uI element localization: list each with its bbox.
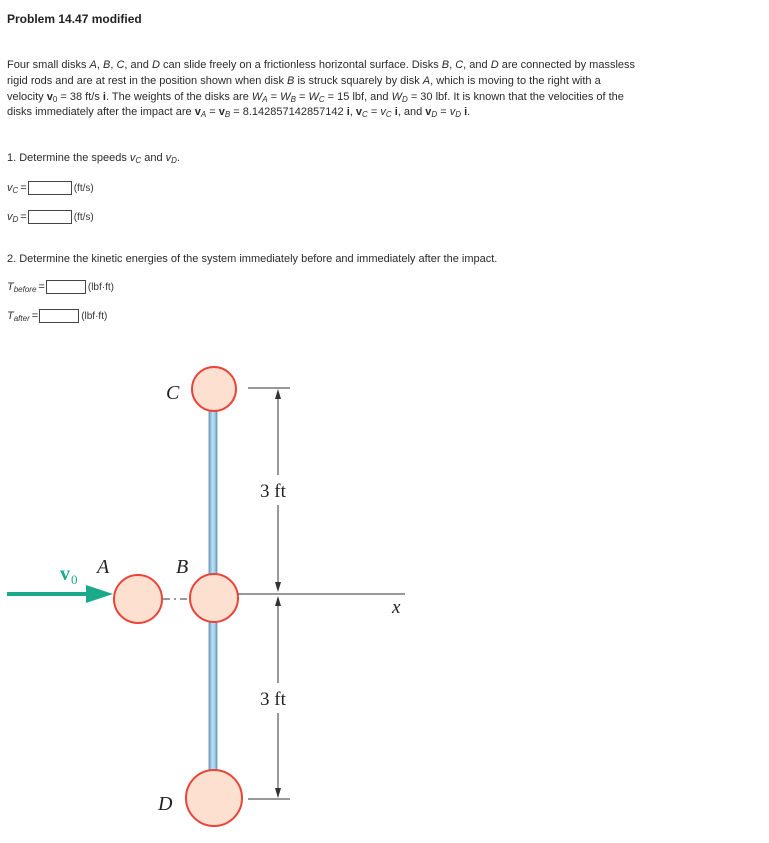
rod-lower (209, 622, 217, 774)
disk-a (114, 575, 162, 623)
dim-arrow-up-icon (275, 389, 281, 399)
label-c: C (166, 382, 180, 404)
t-before-unit: (lbf·ft) (87, 281, 114, 293)
label-b: B (176, 556, 189, 578)
disk-b (190, 574, 238, 622)
vc-answer-row: $v_C$ = (ft/s) (7, 182, 94, 195)
t-before-answer-row: $T_{before}$ = (lbf·ft) (7, 281, 114, 294)
question-2: 2. Determine the kinetic energies of the system immediately before and immediately after the impact. (7, 253, 498, 265)
problem-statement: Four small disks A, B, C, and D can slide freely on a frictionless horizontal surface. Disks B, C, and D are connected by massless rigid rods and are at rest in the position shown when disk B is struck squarely by disk A, which is moving to the right with a velocity $v_0 = 38$ ft/s i. The weights of the disks are $W_A = W_B = W_C = 15$ lbf, and $W_D = 30$ lbf. It is known that the velocities of the disks immediately after the impact are $v_A = v_B = 8.142857142857142$ i, $v_C = v_C$ i, and $v_D = v_D$ i. (7, 59, 636, 120)
dim-arrow-down-icon (275, 582, 281, 592)
label-v0-sub: 0 (71, 572, 78, 587)
axis-x-label: x (392, 597, 401, 618)
vc-unit: (ft/s) (73, 182, 94, 194)
disk-c (192, 367, 236, 411)
problem-title: Problem 14.47 modified (7, 12, 142, 26)
question-1: 1. Determine the speeds $v_C$ and $v_D$. (7, 152, 180, 165)
t-after-answer-row: $T_{after}$ = (lbf·ft) (7, 310, 108, 323)
disk-d (186, 770, 242, 826)
vd-answer-row: $v_D$ = (ft/s) (7, 211, 94, 224)
vd-label: $v_D$ (7, 211, 19, 224)
dim-label-bottom: 3 ft (260, 689, 286, 710)
dim-arrow-up-icon (275, 596, 281, 606)
label-v0: v (60, 563, 70, 585)
dim-label-top: 3 ft (260, 481, 286, 502)
velocity-arrow-icon (86, 585, 113, 603)
t-before-label: $T_{before}$ (7, 281, 37, 294)
t-after-label: $T_{after}$ (7, 310, 30, 323)
label-a: A (97, 556, 110, 578)
label-d: D (158, 793, 173, 815)
rod-upper (209, 411, 217, 574)
dim-arrow-down-icon (275, 788, 281, 798)
t-after-unit: (lbf·ft) (81, 310, 108, 322)
vc-label: $v_C$ (7, 182, 19, 195)
vd-unit: (ft/s) (73, 211, 94, 223)
